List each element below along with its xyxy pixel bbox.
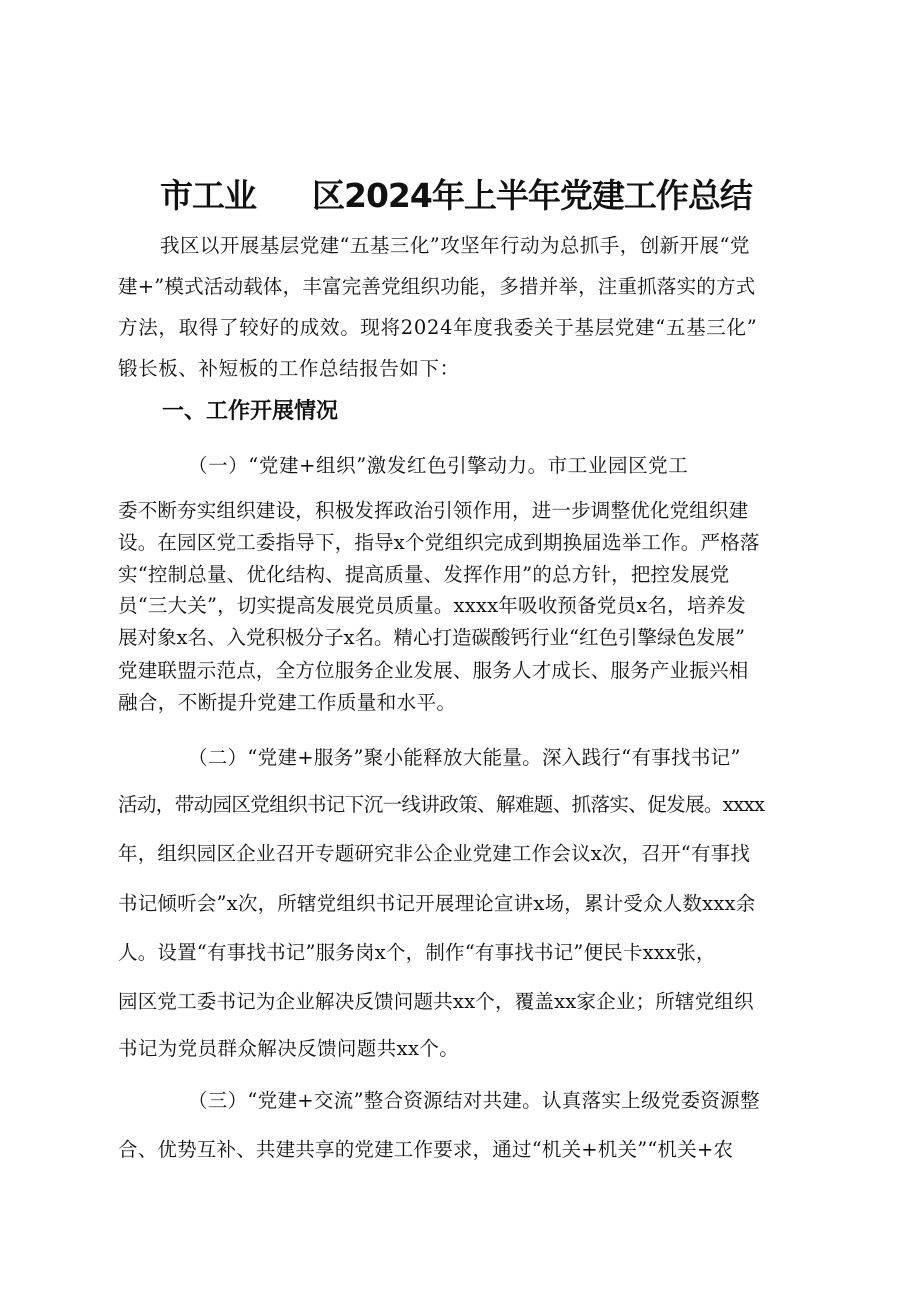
- intro-line: 方法，取得了较好的成效。现将2024年度我委关于基层党建“五基三化”: [118, 316, 758, 339]
- section2-line: 书记倾听会”x次，所辖党组织书记开展理论宣讲x场，累计受众人数xxx余: [118, 892, 756, 915]
- section1-line: 展对象x名、入党积极分子x名。精心打造碳酸钙行业“红色引擎绿色发展”: [118, 626, 745, 649]
- section1-line: 融合，不断提升党建工作质量和水平。: [118, 691, 457, 714]
- section2-line: 书记为党员群众解决反馈问题共xx个。: [118, 1037, 460, 1060]
- document-title: [160, 170, 800, 217]
- title-part-1: 市工业: [160, 176, 256, 215]
- section1-line: 党建联盟示范点，全方位服务企业发展、服务人才成长、服务产业振兴相: [118, 659, 749, 682]
- section1-line: 委不断夯实组织建设，积极发挥政治引领作用，进一步调整优化党组织建: [118, 499, 749, 522]
- section2-line: （二）“党建+服务”聚小能释放大能量。深入践行“有事找书记”: [188, 746, 741, 769]
- section1-line: 员“三大关”，切实提高发展党员质量。xxxx年吸收预备党员x名，培养发: [118, 594, 746, 617]
- section2-line: 年，组织园区企业召开专题研究非公企业党建工作会议x次，召开“有事找: [118, 842, 751, 865]
- section1-line: 设。在园区党工委指导下，指导x个党组织完成到期换届选举工作。严格落: [118, 531, 760, 554]
- section1-line: 实“控制总量、优化结构、提高质量、发挥作用”的总方针，把控发展党: [118, 563, 730, 586]
- section1-line: （一）“党建+组织”激发红色引擎动力。市工业园区党工: [188, 454, 689, 477]
- section2-line: 园区党工委书记为企业解决反馈问题共xx个，覆盖xx家企业；所辖党组织: [118, 990, 754, 1013]
- intro-line: 锻长板、补短板的工作总结报告如下：: [118, 357, 460, 380]
- section3-line: （三）“党建+交流”整合资源结对共建。认真落实上级党委资源整: [188, 1089, 760, 1112]
- section2-line: 活动，带动园区党组织书记下沉一线讲政策、解难题、抓落实、促发展。xxxx: [118, 793, 765, 816]
- section-heading: 一、工作开展情况: [162, 399, 339, 424]
- intro-line: 我区以开展基层党建“五基三化”攻坚年行动为总抓手，创新开展“党: [160, 234, 750, 257]
- intro-line: 建+”模式活动载体，丰富完善党组织功能，多措并举，注重抓落实的方式: [118, 275, 756, 298]
- title-part-2: 区2024年上半年党建工作总结: [312, 176, 752, 215]
- section3-line: 合、优势互补、共建共享的党建工作要求，通过“机关+机关”“机关+农: [118, 1138, 734, 1161]
- section2-line: 人。设置“有事找书记”服务岗x个，制作“有事找书记”便民卡xxx张，: [118, 941, 716, 964]
